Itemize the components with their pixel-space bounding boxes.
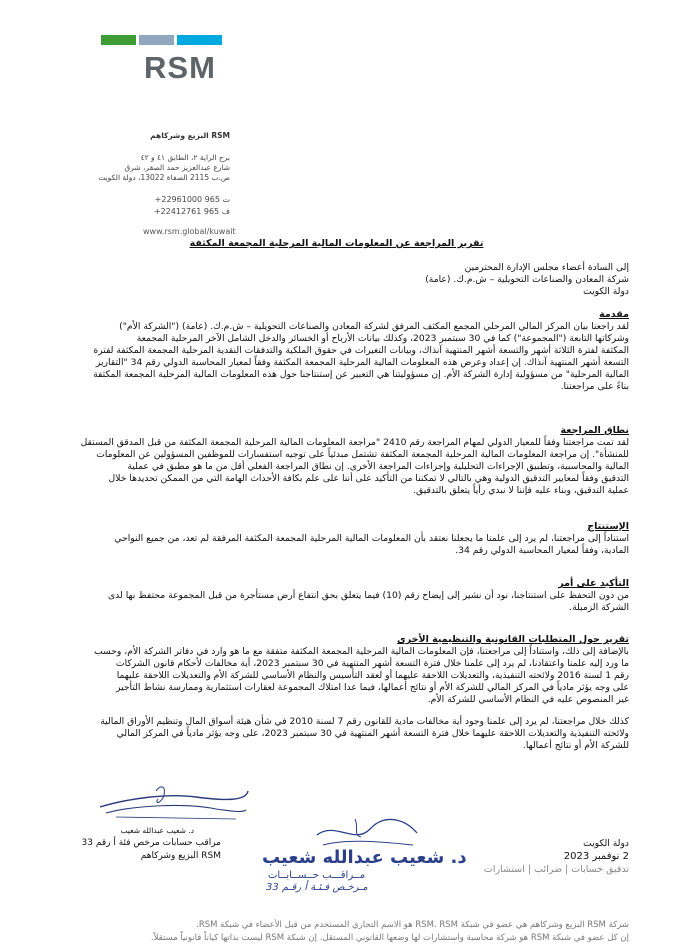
addressee-line-1: إلى السادة أعضاء مجلس الإدارة المحترمين [464,262,629,273]
scope-line: التدقيق وفقاً لمعايير التدقيق الدولية وهي بالتالي لا تمكننا من التأكيد على أننا على علم بكافة الأحداث الهامة التي من الممكن تحديدها خلال [108,473,629,484]
intro-line: وشركاتها التابعة ("المجموعة") كما في 30 سبتمبر 2023، وكذلك بيانات الأرباح أو الخسائر والدخل الشامل الآخر المرحلية المجمعة [136,333,629,344]
scope-line: لقد تمت مراجعتنا وفقاً للمعيار الدولي لمهام المراجعة رقم 2410 "مراجعة المعلومات المالية المرحلية المجمعة المكثفة من قبل المدقق المستقل [80,437,629,448]
telephone: ت 965 22961000+ [154,195,230,204]
rsm-logo: RSM [144,50,216,85]
report-location: دولة الكويت [583,838,629,849]
logo-bar-green [101,35,136,45]
conclusion-line: المادية، وفقاً لمعيار المحاسبة الدولي رقم 34. [455,545,629,556]
fax: ف 965 22412761+ [153,207,230,216]
conclusion-line: استناداً إلى مراجعتنا، لم يرد إلى علمنا ما يجعلنا نعتقد بأن المعلومات المالية المرحلية المجمعة المكثفة المرفقة لم تعد، من جميع النواحي [114,533,629,544]
stamp-name: د. شعيب عبدالله شعيب [262,847,467,868]
rsm-logo-bars [101,35,222,45]
logo-bar-grey [139,35,174,45]
emphasis-line: الشركة الزميلة. [569,602,629,613]
signatory-name: د. شعيب عبدالله شعيب [120,826,194,835]
legal-line: رقم 1 لسنة 2016 ولائحته التنفيذية، والتعديلات اللاحقة عليهما أو لعقد التأسيس والنظام الأساسي للشركة الأم والتعديلات اللاحقة عليهما [116,670,629,681]
stamp-license: مـرخـص فـئـة أ رقـم 33 [266,882,368,893]
signatory-title: مراقب حسابات مرخص فئة أ رقم 33 [81,838,221,848]
intro-line: المكثفة لفترة الثلاثة أشهر والتسعة أشهر المنتهية آنذاك، وبيانات التغيرات في حقوق الملكية والتدفقات النقدية المرحلية المجمعة المكثفة لفترة [93,345,629,356]
intro-heading: مقدمة [599,309,629,320]
footer-disclaimer-2: إن كل عضو في شبكة RSM هو شركة محاسبة واستشارات لها وضعها القانوني المستقل. إن شبكة RSM ليست بذاتها كياناً قانونياً مستقلاً. [150,933,629,943]
addressee-line-2: شركة المعادن والصناعات التحويلية – ش.م.ك. (عامة) [425,274,629,285]
conclusion-heading: الإستنتاج [587,521,629,532]
emphasis-heading: التأكيد على أمر [558,578,629,589]
stamp-title: مــراقـــب حــســابــات [268,870,366,881]
footer-disclaimer-1: شركة RSM البزيع وشركاهم هي عضو في شبكة RSM. RSM هو الاسم التجاري المستخدم من قبل الأعضاء في شبكة RSM. [196,920,629,930]
address-line-3: ص.ب 2115 الصفاة 13022، دولة الكويت [98,173,230,182]
scope-heading: نطاق المراجعة [560,425,629,436]
scope-line: للمنشأة". إن مراجعة المعلومات المالية المرحلية المجمعة المكثفة تشتمل مبدئياً على توجيه استفسارات للموظفين المسؤولين عن المعلومات [96,449,629,460]
report-title: تقرير المراجعة عن المعلومات المالية المرحلية المجمعة المكثفة [189,238,484,249]
address-line-2: شارع عبدالعزيز حمد الصقر، شرق [124,163,230,172]
intro-line: بناءً على مراجعتنا. [560,381,629,392]
emphasis-line: من دون التحفظ على استنتاجنا، نود أن نشير إلى إيضاح رقم (10) فيما يتعلق بحق انتفاع أرض مستأجرة من قبل المجموعة محتفظ بها لدى [107,590,629,601]
firm-name: RSM البزيع وشركاهم [150,131,230,140]
addressee-line-3: دولة الكويت [583,286,629,297]
intro-line: لقد راجعنا بيان المركز المالي المرحلي المجمع المكثف المرفق لشركة المعادن والصناعات التحويلية – ش.م.ك. (عامة) ("الشركة الأم") [119,321,629,332]
intro-line: التسعة أشهر المنتهية آنذاك. إن إعداد وعرض هذه المعلومات المالية المرحلية المجمعة المكثفة وفقاً لمعيار المحاسبة الدولي رقم 34 "التقارير [95,357,629,368]
services-tagline: تدقيق حسابات | ضرائب | استشارات [483,864,629,875]
scope-line: المالية والمحاسبية، وتطبيق الإجراءات التحليلية وإجراءات المراجعة الأخرى. إن نطاق المراجعة الفعلي أقل من ما هو مطبق في عملية [127,461,629,472]
website-link[interactable]: www.rsm.global/kuwait [143,227,236,236]
intro-line: المالية المرحلية" من مسؤولية إدارة الشركة الأم. إن مسؤوليتنا هي التعبير عن إستنتاجنا حول هذه المعلومات المالية المرحلية المجمعة المكثفة [93,369,629,380]
cma-line: للشركة الأم أو نتائج أعمالها. [522,740,629,751]
cma-line: كذلك خلال مراجعتنا، لم يرد إلى علمنا وجود أية مخالفات مادية للقانون رقم 7 لسنة 2010 في شأن هيئة أسواق المال وتنظيم الأوراق المالية [100,716,629,727]
legal-line: ما ورد إليه علمنا واعتقادنا، لم يرد إلى علمنا خلال فترة التسعة أشهر المنتهية في 30 سبتمبر 2023، أية مخالفات لأحكام قانون الشركات [115,658,629,669]
auditor-signature [96,783,252,827]
scope-line: عملية التدقيق، وبناء عليه فإننا لا نبدي رأياً يتعلق بالتدقيق. [413,485,629,496]
logo-bar-blue [177,35,222,45]
legal-heading: تقرير حول المتطلبات القانونية والتنظيمية الأخرى [397,634,629,645]
address-line-1: برج الراية ٢، الطابق ٤١ و ٤٢ [140,153,230,162]
legal-line: بالإضافة إلى ذلك، واستناداً إلى مراجعتنا، فإن المعلومات المالية المرحلية المجمعة المكثفة متفقة مع ما هو وارد في دفاتر الشركة الأم، وحسب [94,646,629,657]
cma-line: ولائحته التنفيذية والتعديلات اللاحقة عليهما خلال فترة التسعة أشهر المنتهية في 30 سبتمبر 2023، على وجه يؤثر مادياً في المركز المالي [116,728,629,739]
legal-line: غير المنصوص عليه في النظام الأساسي للشركة الأم. [427,694,629,705]
signatory-firm: RSM البزيع وشركاهم [140,851,221,861]
legal-line: على وجه يؤثر مادياً في المركز المالي للشركة الأم أو نتائج أعمالها، فيما عدا امتلاك المجموعة لعقارات استثمارية وممارسة نشاط التأجير [116,682,629,693]
report-date: 2 نوفمبر 2023 [563,851,629,862]
